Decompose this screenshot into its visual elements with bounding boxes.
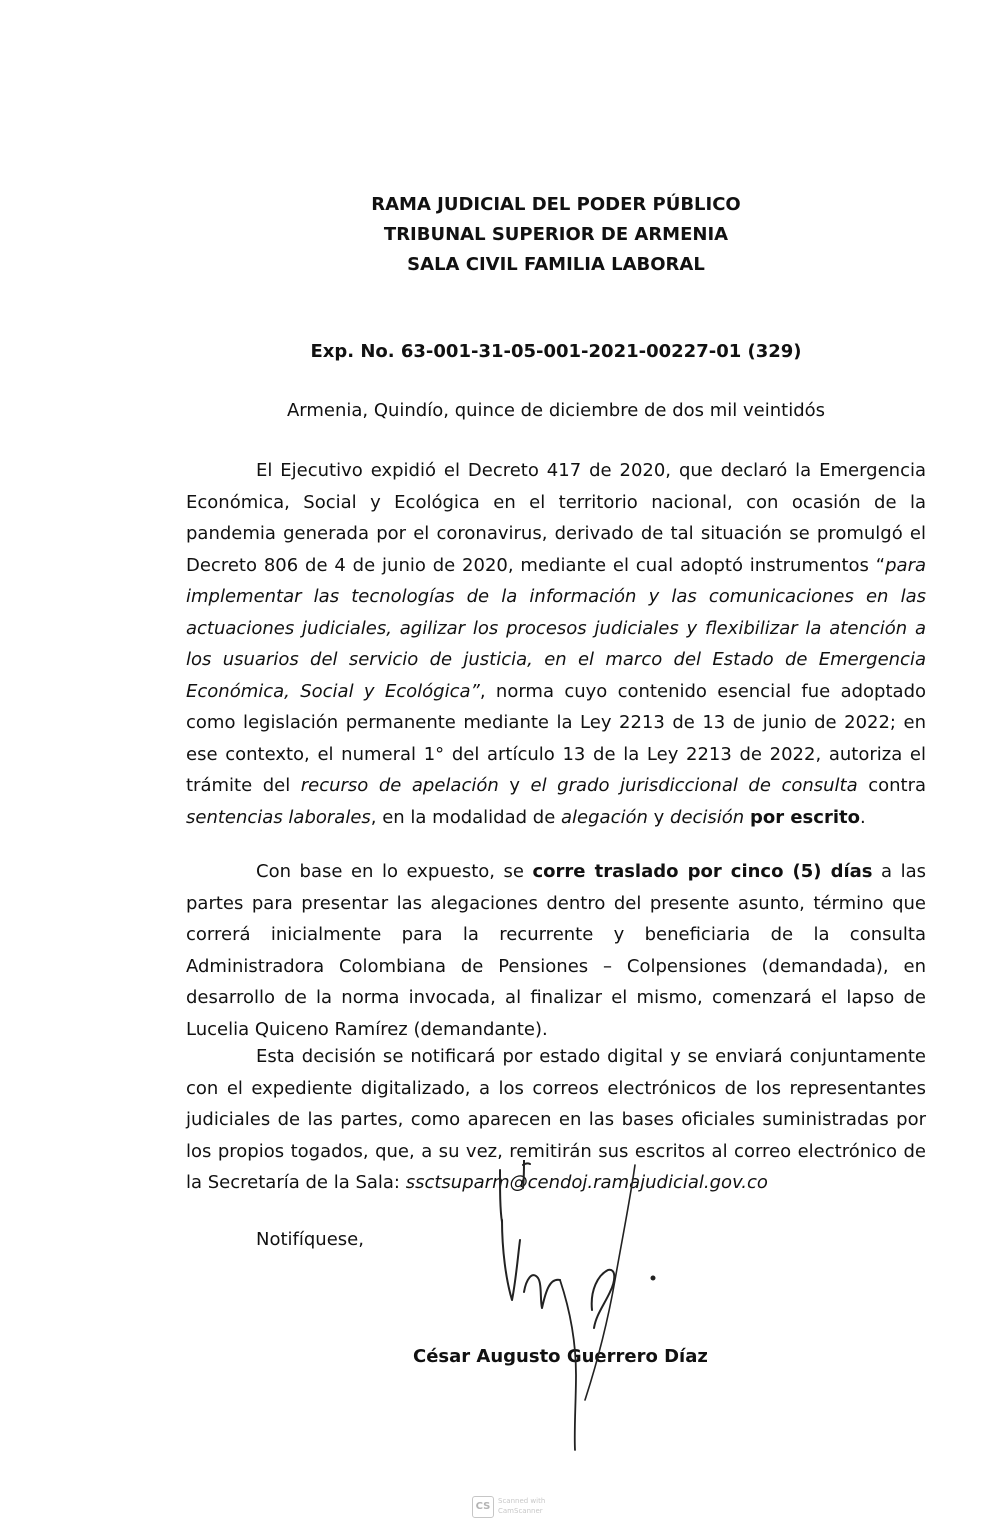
bold-term: corre traslado por cinco (5) días: [532, 861, 873, 882]
case-number: Exp. No. 63-001-31-05-001-2021-00227-01 (329): [310, 341, 802, 362]
court-header: [0, 190, 1000, 280]
bold-term: por escrito: [749, 806, 860, 828]
camscanner-logo-icon: CS: [472, 1496, 494, 1518]
header-line-1: RAMA JUDICIAL DEL PODER PÚBLICO: [371, 194, 741, 215]
text-span: Con base en lo expuesto, se: [256, 861, 533, 882]
closing-line: Notifíquese,: [256, 1229, 364, 1250]
date-line: Armenia, Quindío, quince de diciembre de dos mil veintidós: [286, 400, 826, 421]
header-line-3: SALA CIVIL FAMILIA LABORAL: [407, 254, 705, 275]
text-span: , norma cuyo contenido esencial fue adoptado como legislación permanente mediante la Ley 2213 de 13 de junio de 2022; en ese contexto, el numeral 1° del artículo 13 de la Ley 2213 de 2022, autoriza el trámite del: [186, 680, 927, 796]
italic-term: recurso de apelación: [300, 775, 499, 796]
italic-term: el grado jurisdiccional de consulta: [530, 775, 858, 796]
text-span: y: [647, 806, 671, 828]
scanner-text-line-1: Scanned with: [498, 1497, 546, 1505]
text-span: Esta decisión se notificará por estado digital y se enviará conjuntamente con el expediente digitalizado, a los correos electrónicos de los representantes judiciales de las partes, como aparecen en las bases oficiales suministradas por los propios togados, que, a su vez, remitirán sus escritos al correo electrónico de la Secretaría de la Sala:: [186, 1046, 926, 1193]
text-span: a las partes para presentar las alegaciones dentro del presente asunto, término que correrá inicialmente para la recurrente y beneficiaria de la consulta Administradora Colombiana de Pensiones – Colpensiones (demandada), en desarrollo de la norma invocada, al finalizar el mismo, comenzará el lapso de Lucelia Quiceno Ramírez (demandante).: [186, 861, 926, 1040]
scanner-watermark: [472, 1494, 582, 1520]
text-span: contra: [857, 775, 927, 796]
text-span: El Ejecutivo expidió el Decreto 417 de 2020, que declaró la Emergencia Económica, Social y Ecológica en el territorio nacional, con ocasión de la pandemia generada por el coronavirus, derivado de tal situación se promulgó el Decreto 806 de 4 de junio de 2020, mediante el cual adoptó instrumentos “: [186, 460, 926, 576]
italic-quote: para implementar las tecnologías de la información y las comunicaciones en las actuaciones judiciales, agilizar los procesos judiciales y flexibilizar la atención a los usuarios del servicio de justicia, en el marco del Estado de Emergencia Económica, Social y Ecológica”: [186, 554, 926, 702]
italic-term: decisión: [670, 806, 745, 828]
signer-name: César Augusto Guerrero Díaz: [413, 1346, 708, 1367]
scanner-text: [498, 1496, 545, 1516]
paragraph-decree: [186, 455, 926, 833]
italic-term: alegación: [561, 806, 648, 828]
header-line-2: TRIBUNAL SUPERIOR DE ARMENIA: [383, 224, 729, 245]
paragraph-traslado: [186, 856, 926, 1045]
text-span: y: [498, 775, 531, 796]
text-span: , en la modalidad de: [370, 806, 562, 828]
email-address: ssctsuparm@cendoj.ramajudicial.gov.co: [405, 1172, 768, 1193]
scanner-text-line-2: CamScanner: [498, 1507, 543, 1515]
text-span: .: [859, 806, 866, 828]
handwritten-signature: [480, 1160, 680, 1460]
italic-term: sentencias laborales: [186, 806, 371, 828]
